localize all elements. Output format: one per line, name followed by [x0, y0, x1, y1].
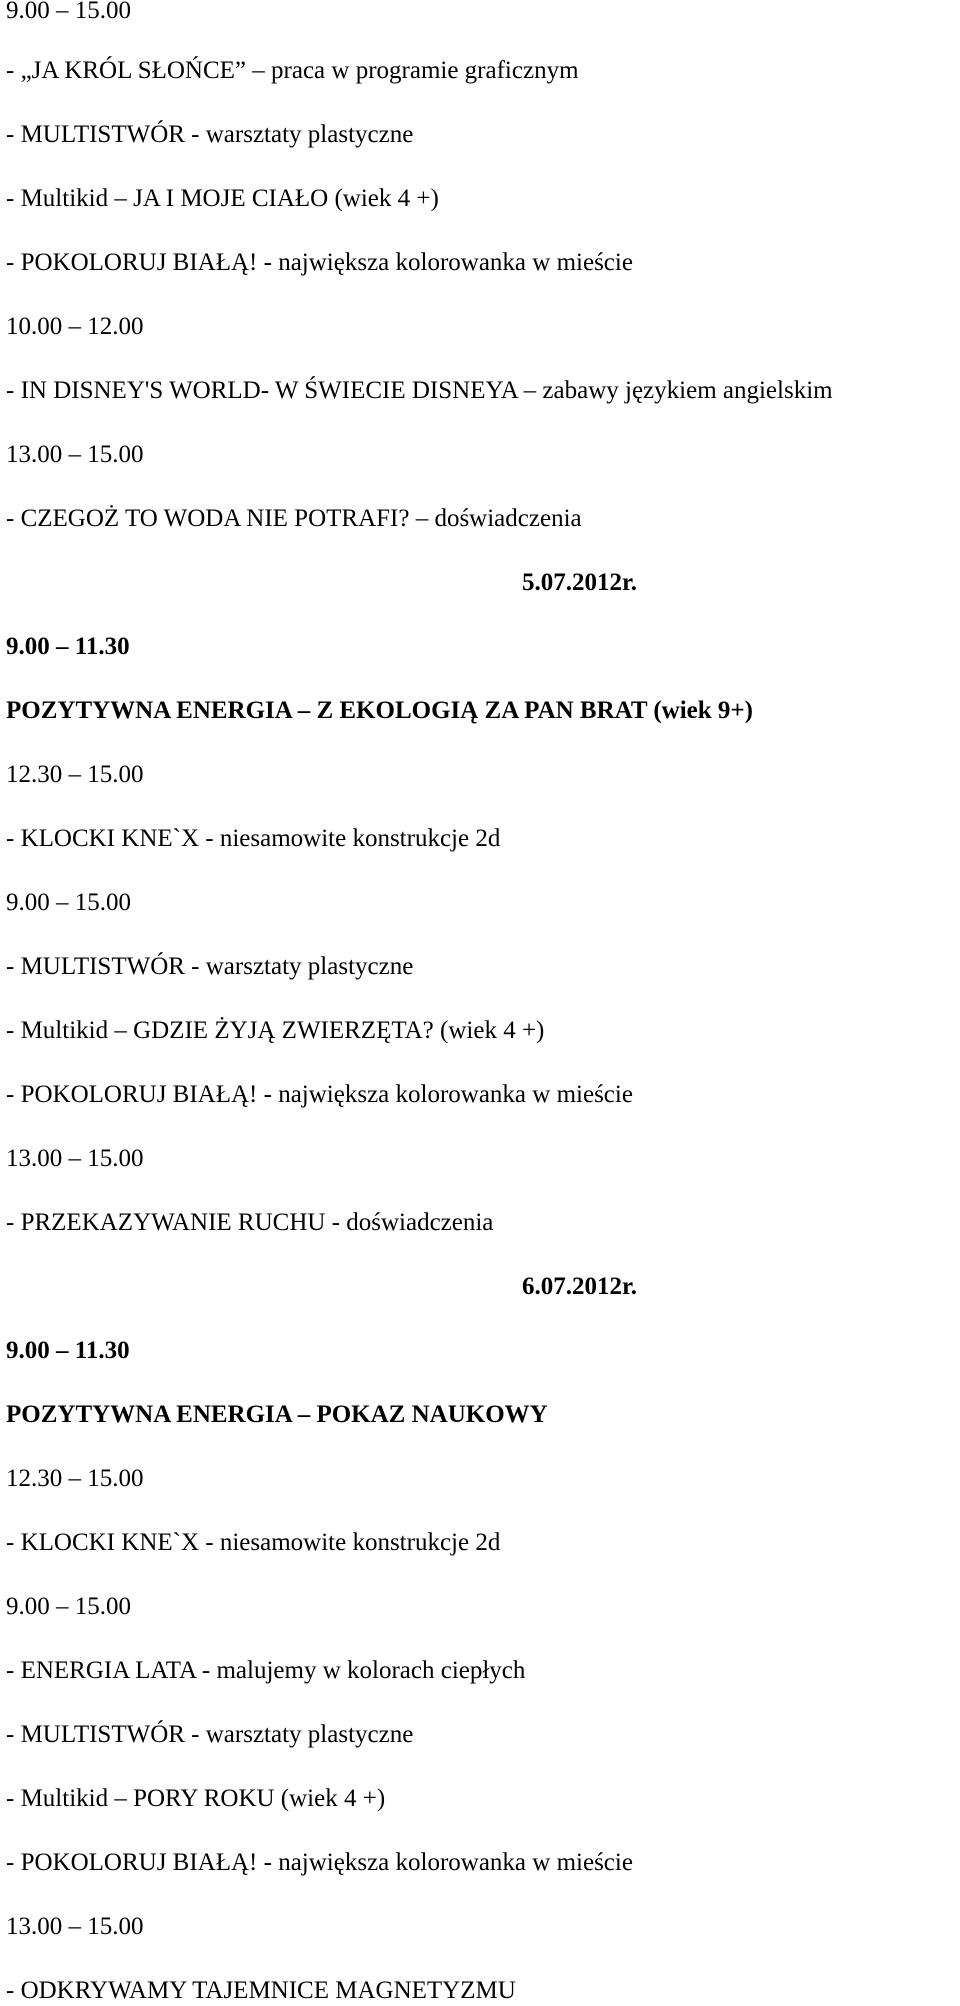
time-slot-heading: 12.30 – 15.00: [6, 761, 144, 788]
activity-line: - KLOCKI KNE`X - niesamowite konstrukcje 2d: [6, 825, 501, 852]
section-title: POZYTYWNA ENERGIA – POKAZ NAUKOWY: [6, 1401, 548, 1428]
activity-line: - Multikid – JA I MOJE CIAŁO (wiek 4 +): [6, 185, 439, 212]
time-slot-heading: 13.00 – 15.00: [6, 1913, 144, 1940]
activity-line: - POKOLORUJ BIAŁĄ! - największa kolorowanka w mieście: [6, 249, 633, 276]
activity-line: - POKOLORUJ BIAŁĄ! - największa kolorowanka w mieście: [6, 1849, 633, 1876]
activity-line: - MULTISTWÓR - warsztaty plastyczne: [6, 1721, 414, 1748]
time-slot-heading: 9.00 – 15.00: [6, 889, 131, 916]
time-slot-heading: 12.30 – 15.00: [6, 1465, 144, 1492]
activity-line: - MULTISTWÓR - warsztaty plastyczne: [6, 953, 414, 980]
time-slot-heading: 9.00 – 15.00: [6, 1593, 131, 1620]
activity-line: - ODKRYWAMY TAJEMNICE MAGNETYZMU: [6, 1977, 516, 2004]
time-slot-heading: 9.00 – 11.30: [6, 633, 130, 660]
time-slot-heading: 9.00 – 15.00: [6, 0, 131, 24]
activity-line: - CZEGOŻ TO WODA NIE POTRAFI? – doświadczenia: [6, 505, 582, 532]
time-slot-heading: 13.00 – 15.00: [6, 1145, 144, 1172]
activity-line: - Multikid – PORY ROKU (wiek 4 +): [6, 1785, 386, 1812]
activity-line: - MULTISTWÓR - warsztaty plastyczne: [6, 121, 414, 148]
date-heading: 6.07.2012r.: [522, 1273, 638, 1300]
time-slot-heading: 13.00 – 15.00: [6, 441, 144, 468]
activity-line: - IN DISNEY'S WORLD- W ŚWIECIE DISNEYA – zabawy językiem angielskim: [6, 377, 833, 404]
section-title: POZYTYWNA ENERGIA – Z EKOLOGIĄ ZA PAN BRAT (wiek 9+): [6, 697, 753, 724]
time-slot-heading: 10.00 – 12.00: [6, 313, 144, 340]
date-heading: 5.07.2012r.: [522, 569, 638, 596]
time-slot-heading: 9.00 – 11.30: [6, 1337, 130, 1364]
activity-line: - ENERGIA LATA - malujemy w kolorach ciepłych: [6, 1657, 526, 1684]
activity-line: - Multikid – GDZIE ŻYJĄ ZWIERZĘTA? (wiek 4 +): [6, 1017, 545, 1044]
activity-line: - KLOCKI KNE`X - niesamowite konstrukcje 2d: [6, 1529, 501, 1556]
activity-line: - POKOLORUJ BIAŁĄ! - największa kolorowanka w mieście: [6, 1081, 633, 1108]
activity-line: - „JA KRÓL SŁOŃCE” – praca w programie graficznym: [6, 57, 579, 84]
activity-line: - PRZEKAZYWANIE RUCHU - doświadczenia: [6, 1209, 494, 1236]
